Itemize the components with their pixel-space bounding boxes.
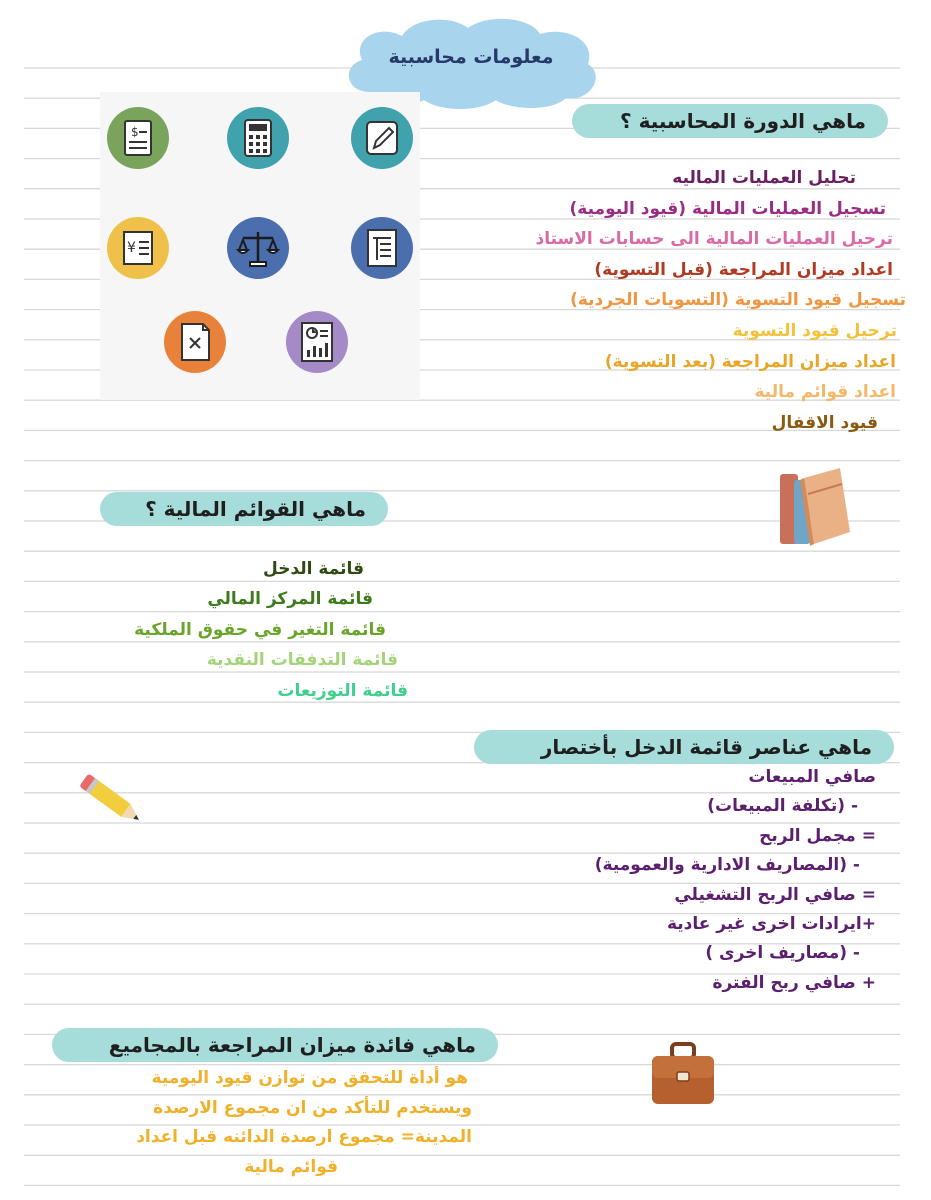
cycle-step: ترحيل قيود التسوية [732,321,897,341]
income-item: = صافي الربح التشغيلي [674,884,876,905]
cycle-step: قيود الاقفال [771,412,878,433]
statement-item: قائمة التغير في حقوق الملكية [134,619,386,640]
income-item: = مجمل الربح [759,825,876,846]
report-chart-icon [285,310,349,374]
books-icon [774,460,854,550]
trial-line: قوائم مالية [244,1156,338,1177]
cancel-document-icon [163,310,227,374]
income-item: - (مصاريف اخرى ) [705,943,860,964]
yen-receipt-icon [106,216,170,280]
ledger-icon [350,216,414,280]
income-item: + صافي ربح الفترة [712,972,876,993]
income-heading: ماهي عناصر قائمة الدخل بأختصار [474,730,894,764]
income-item: +ايرادات اخرى غير عادية [666,914,876,934]
cycle-step: تسجيل العمليات المالية (قيود اليومية) [569,198,886,219]
trial-line: المدينة= مجموع ارصدة الدائنه قبل اعداد [136,1127,472,1148]
cycle-step: اعداد ميزان المراجعة (بعد التسوية) [604,351,896,372]
statement-item: قائمة التدفقات النقدية [206,650,398,671]
briefcase-icon [648,1040,718,1108]
page-title: معلومات محاسبية [388,46,554,68]
statement-item: قائمة المركز المالي [207,589,373,610]
balance-scale-icon [226,216,290,280]
cycle-step: تحليل العمليات الماليه [672,168,856,188]
calculator-icon [226,106,290,170]
statements-heading: ماهي القوائم المالية ؟ [100,492,388,526]
trial-heading: ماهي فائدة ميزان المراجعة بالمجاميع [52,1028,498,1062]
cycle-step: تسجيل قيود التسوية (التسويات الجردية) [570,290,906,311]
cycle-heading: ماهي الدورة المحاسبية ؟ [572,104,888,138]
document-dollar-icon [106,106,170,170]
pencil-icon [76,772,152,834]
cycle-step: ترحيل العمليات المالية الى حسابات الاستاذ [535,229,893,250]
pencil-edit-icon [350,106,414,170]
cycle-step: اعداد قوائم مالية [754,382,896,403]
statement-item: قائمة التوزيعات [277,680,408,701]
trial-line: هو أداة للتحقق من توازن قيود اليومية [151,1068,468,1088]
icon-card [100,92,420,400]
income-item: - (المصاريف الادارية والعمومية) [594,855,860,876]
svg-text:¥: ¥ [127,240,136,256]
trial-line: ويستخدم للتأكد من ان مجموع الارصدة [153,1097,472,1118]
income-item: صافي المبيعات [748,767,876,787]
cycle-step: اعداد ميزان المراجعة (قبل التسوية) [594,259,893,280]
income-item: - (تكلفة المبيعات) [707,796,858,817]
statement-item: قائمة الدخل [263,559,364,579]
svg-text:$: $ [131,125,139,139]
